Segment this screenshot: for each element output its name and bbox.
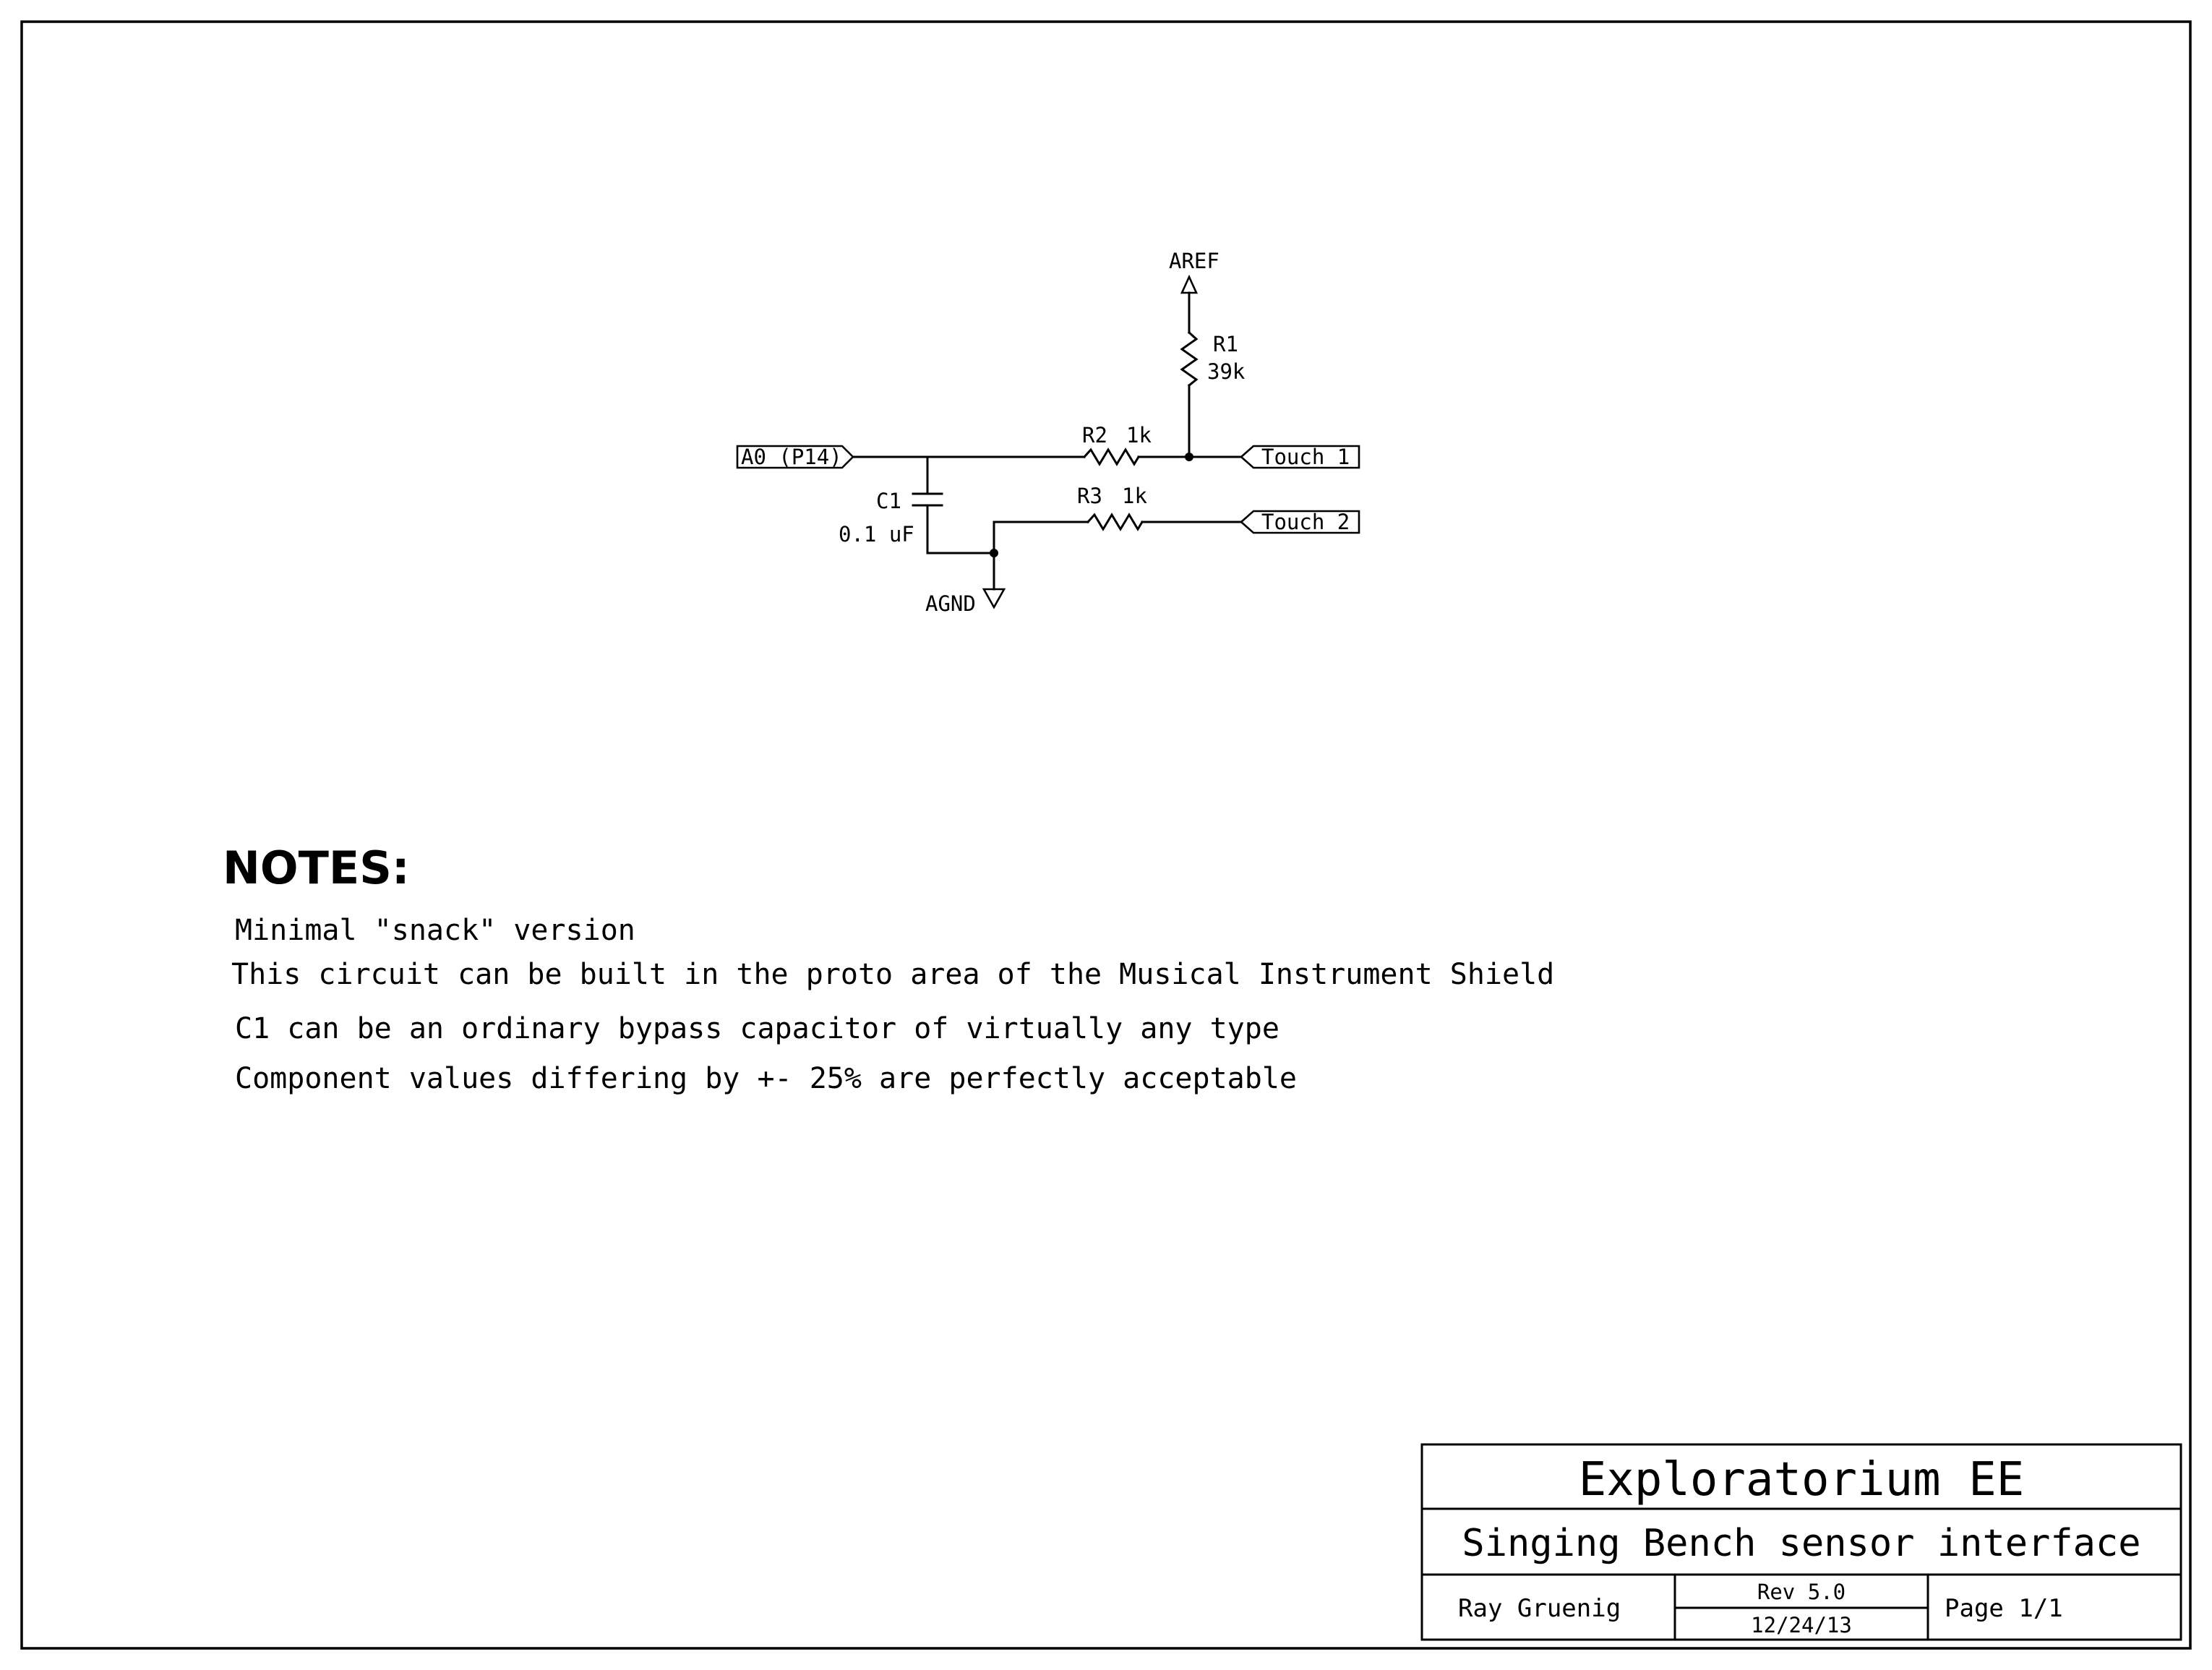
sheet-border <box>22 22 2190 1648</box>
r2-ref: R2 <box>1082 423 1107 448</box>
aref-label: AREF <box>1169 249 1219 273</box>
port-touch1-label: Touch 1 <box>1261 445 1350 469</box>
junction-dot-agnd <box>990 549 998 557</box>
r1-ref: R1 <box>1213 332 1238 356</box>
note-line-1: Minimal "snack" version <box>235 914 635 947</box>
title-block-title: Singing Bench sensor interface <box>1462 1522 2141 1565</box>
notes-title: NOTES: <box>223 842 410 894</box>
title-block-organization: Exploratorium EE <box>1578 1453 2025 1507</box>
title-block <box>1422 1444 2181 1640</box>
schematic <box>737 249 1359 616</box>
port-touch2 <box>1241 510 1359 534</box>
junction-dot-r1 <box>1185 453 1193 461</box>
c1-ref: C1 <box>876 489 901 513</box>
resistor-r1 <box>1182 332 1246 455</box>
notes-section <box>223 842 1554 1095</box>
note-line-3: C1 can be an ordinary bypass capacitor of virtually any type <box>235 1012 1279 1045</box>
title-block-page: Page 1/1 <box>1945 1594 2063 1623</box>
agnd-label: AGND <box>925 591 976 616</box>
note-line-4: Component values differing by +- 25% are perfectly acceptable <box>235 1062 1298 1095</box>
title-block-revision: Rev 5.0 <box>1757 1580 1846 1604</box>
r3-value: 1k <box>1122 484 1147 508</box>
port-a0-label: A0 (P14) <box>741 445 842 469</box>
port-a0 <box>737 445 853 469</box>
aref-power-symbol <box>1169 249 1219 333</box>
port-touch2-label: Touch 2 <box>1261 510 1350 534</box>
port-touch1 <box>1241 445 1359 469</box>
r2-value: 1k <box>1126 423 1152 448</box>
resistor-r3 <box>1077 484 1147 529</box>
note-line-2: This circuit can be built in the proto area of the Musical Instrument Shield <box>231 958 1555 991</box>
title-block-date: 12/24/13 <box>1751 1613 1852 1637</box>
capacitor-c1 <box>839 457 994 553</box>
r3-ref: R3 <box>1077 484 1102 508</box>
c1-value: 0.1 uF <box>839 522 914 547</box>
title-block-author: Ray Gruenig <box>1458 1594 1621 1623</box>
agnd-ground-symbol <box>925 589 1004 616</box>
r1-value: 39k <box>1207 359 1246 384</box>
